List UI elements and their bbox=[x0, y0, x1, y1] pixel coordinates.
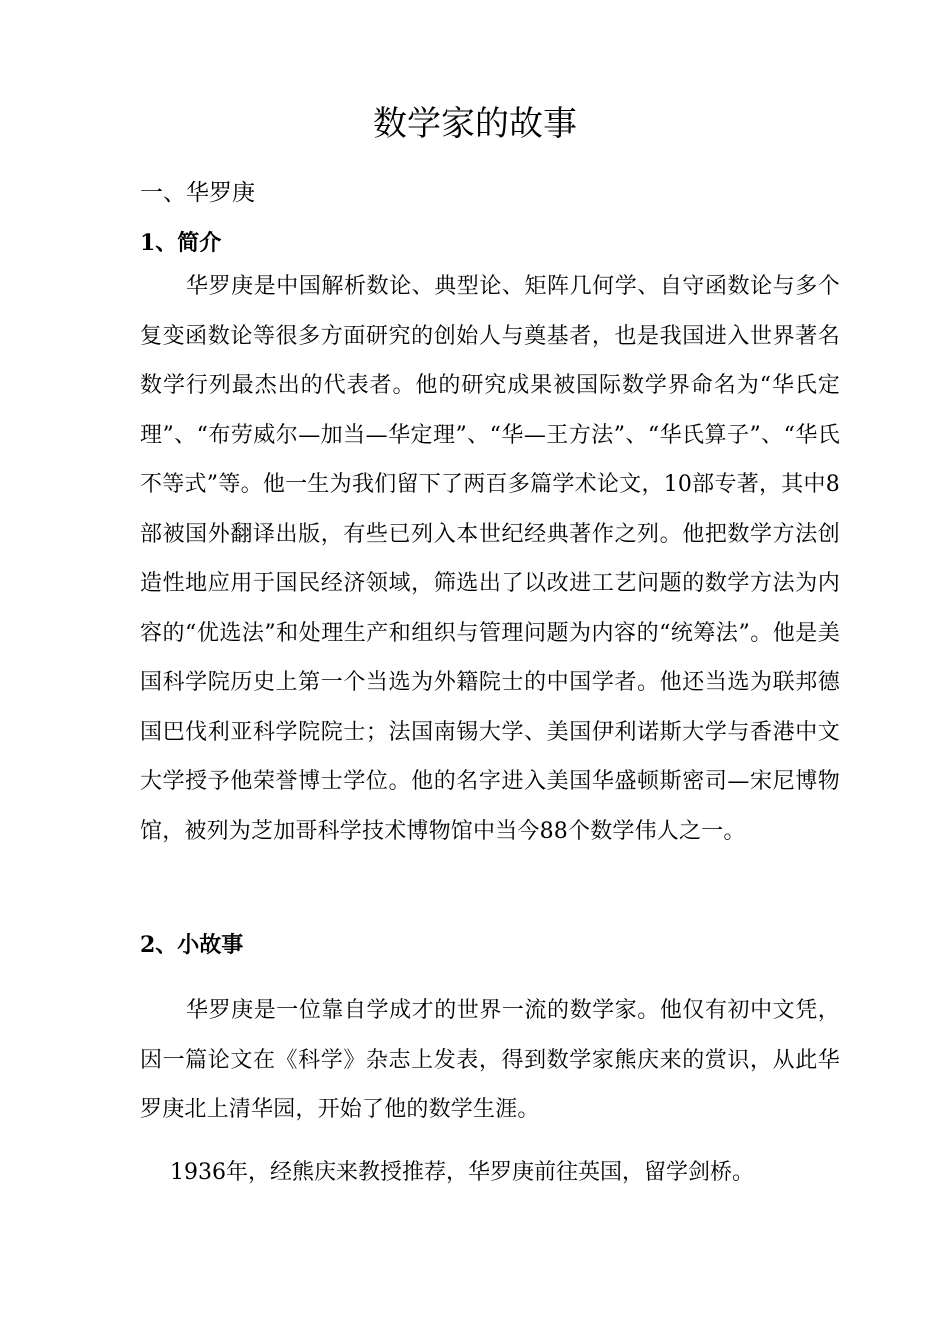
subsection-heading-story: 2、小故事 bbox=[140, 932, 244, 958]
document-title: 数学家的故事 bbox=[373, 104, 577, 144]
story-paragraph: 华罗庚是一位靠自学成才的世界一流的数学家。他仅有初中文凭，因一篇论文在《科学》杂志上发表，得到数学家熊庆来的赏识，从此华罗庚北上清华园，开始了他的数学生涯。 bbox=[140, 998, 840, 1122]
story-last-line: 1936年，经熊庆来教授推荐，华罗庚前往英国，留学剑桥。 bbox=[170, 1160, 754, 1185]
subsection-heading-intro: 1、简介 bbox=[140, 230, 222, 256]
intro-paragraph: 华罗庚是中国解析数论、典型论、矩阵几何学、自守函数论与多个复变函数论等很多方面研究的创始人与奠基者，也是我国进入世界著名数学行列最杰出的代表者。他的研究成果被国际数学界命名为“华氏定理”、“布劳威尔—加当—华定理”、“华—王方法”、“华氏算子”、“华氏不等式”等。他一生为我们留下了两百多篇学术论文，10部专著，其中8部被国外翻译出版，有些已列入本世纪经典著作之列。他把数学方法创造性地应用于国民经济领域，筛选出了以改进工艺问题的数学方法为内容的“优选法”和处理生产和组织与管理问题为内容的“统筹法”。他是美国科学院历史上第一个当选为外籍院士的中国学者。他还当选为联邦德国巴伐利亚科学院院士；法国南锡大学、美国伊利诺斯大学与香港中文大学授予他荣誉博士学位。他的名字进入美国华盛顿斯密司—宋尼博物馆，被列为芝加哥科学技术博物馆中当今88个数学伟人之一。 bbox=[140, 274, 840, 844]
section-heading-hua-luogeng: 一、华罗庚 bbox=[140, 180, 255, 206]
